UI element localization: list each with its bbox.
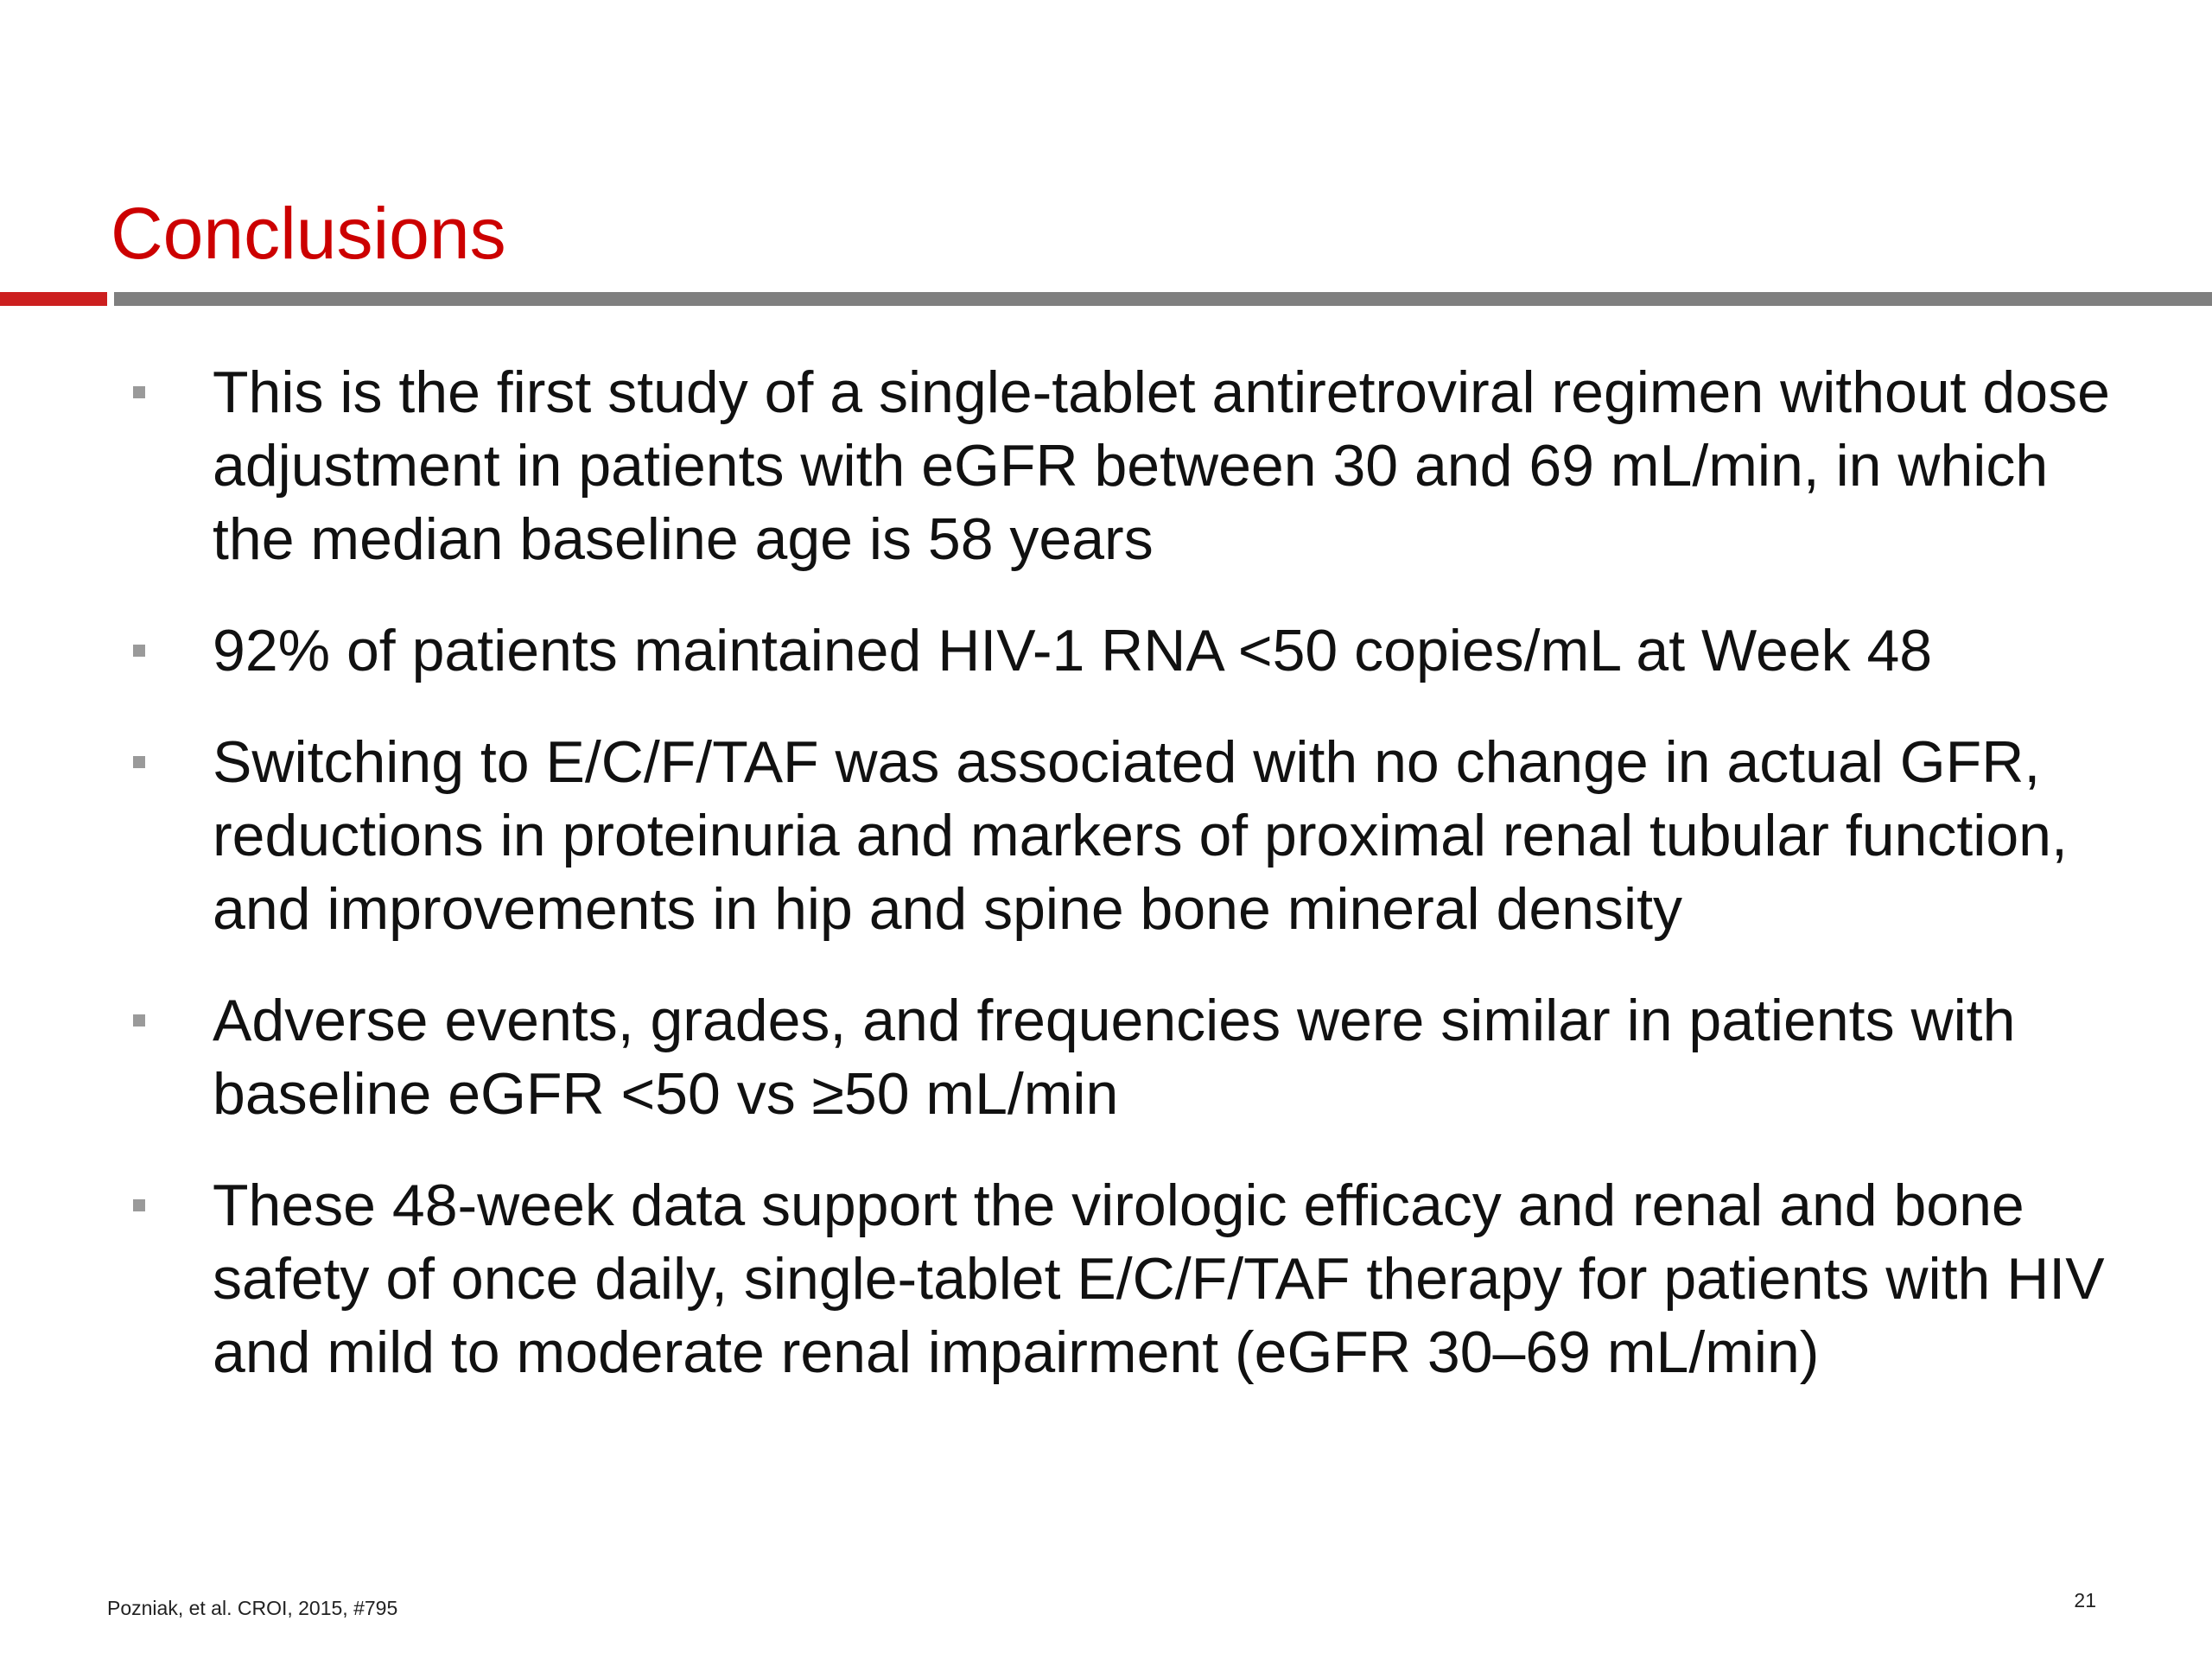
bullet-text: 92% of patients maintained HIV-1 RNA <50 copies/mL at Week 48 <box>213 618 1933 683</box>
title-accent-bar <box>0 292 107 306</box>
page-number: 21 <box>2074 1589 2096 1611</box>
square-bullet-icon <box>133 1014 145 1027</box>
bullet-text: Adverse events, grades, and frequencies were similar in patients with baseline eGFR <50 vs ≥50 mL/min <box>213 988 2016 1127</box>
bullet-item <box>130 1169 2117 1389</box>
square-bullet-icon <box>133 645 145 657</box>
square-bullet-icon <box>133 386 145 398</box>
title-divider-line <box>114 292 2212 306</box>
bullet-item <box>130 726 2117 946</box>
slide-title: Conclusions <box>111 193 506 274</box>
bullet-item <box>130 984 2117 1131</box>
footer-citation: Pozniak, et al. CROI, 2015, #795 <box>107 1597 398 1619</box>
bullet-text: This is the first study of a single-tablet antiretroviral regimen without dose adjustment in patients with eGFR between 30 and 69 mL/min, in which the median baseline age is 58 years <box>213 359 2110 572</box>
bullet-text: These 48-week data support the virologic efficacy and renal and bone safety of once daily, single-tablet E/C/F/TAF therapy for patients with HIV and mild to moderate renal impairment (eGFR 30–69 mL/min) <box>213 1173 2105 1385</box>
square-bullet-icon <box>133 1199 145 1211</box>
square-bullet-icon <box>133 756 145 768</box>
bullet-item <box>130 356 2117 576</box>
conclusions-list <box>130 356 2117 1427</box>
bullet-text: Switching to E/C/F/TAF was associated with no change in actual GFR, reductions in proteinuria and markers of proximal renal tubular function, and improvements in hip and spine bone mineral density <box>213 729 2068 942</box>
bullet-item <box>130 614 2117 688</box>
